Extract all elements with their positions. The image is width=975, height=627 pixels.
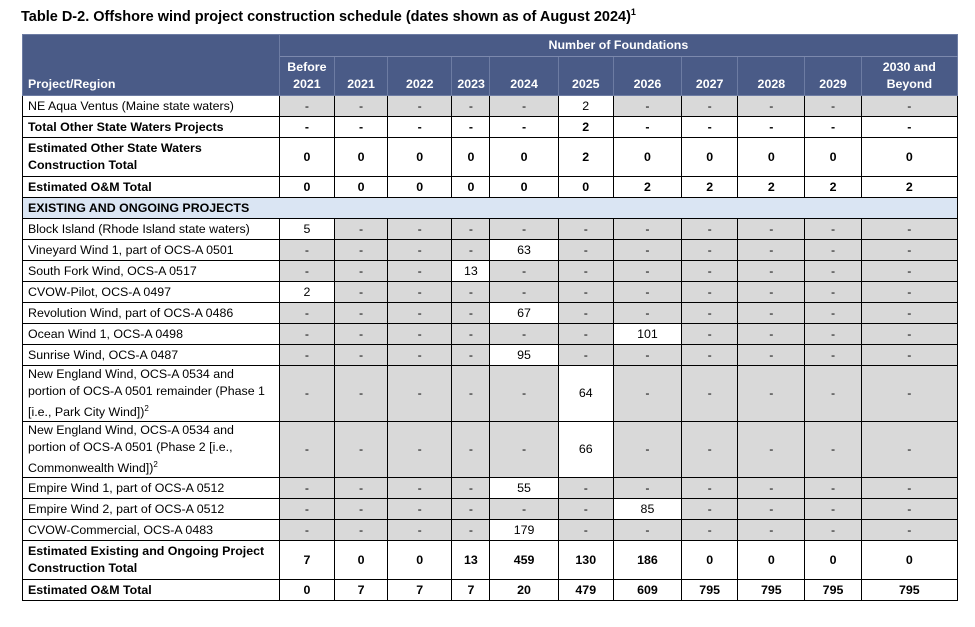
table-row: [23, 478, 958, 499]
row-label: [23, 422, 280, 478]
row-label-text: Estimated O&M Total: [28, 179, 152, 194]
year-header: 2025: [558, 57, 613, 96]
row-label: [23, 324, 280, 345]
value-cell: -: [738, 303, 805, 324]
value-cell: 0: [558, 177, 613, 198]
table-row: [23, 303, 958, 324]
value-cell: 0: [452, 138, 490, 177]
row-label-text: South Fork Wind, OCS-A 0517: [28, 263, 197, 278]
value-cell: 179: [490, 520, 558, 541]
value-cell: -: [279, 499, 334, 520]
value-cell: -: [682, 345, 738, 366]
value-cell: -: [805, 520, 861, 541]
value-cell: -: [452, 282, 490, 303]
row-label: [23, 138, 280, 177]
table-row: [23, 177, 958, 198]
row-label: [23, 177, 280, 198]
value-cell: 2: [613, 177, 681, 198]
table-title: Table D-2. Offshore wind project construction schedule (dates shown as of August 2024)$^1$: [21, 7, 636, 25]
value-cell: -: [805, 345, 861, 366]
row-label-text: CVOW-Pilot, OCS-A 0497: [28, 284, 171, 299]
row-label-text: New England Wind, OCS-A 0534 and portion of OCS-A 0501 (Phase 2 [i.e., Commonwealth Wind]): [28, 423, 234, 476]
row-label: [23, 282, 280, 303]
value-cell: -: [279, 324, 334, 345]
value-cell: -: [388, 240, 452, 261]
row-label-text: Estimated O&M Total: [28, 582, 152, 597]
row-label: [23, 261, 280, 282]
value-cell: -: [558, 282, 613, 303]
value-cell: -: [388, 219, 452, 240]
table-row: [23, 422, 958, 478]
value-cell: 0: [805, 541, 861, 580]
year-header: 2029: [805, 57, 861, 96]
section-header-row: [23, 198, 958, 219]
value-cell: -: [334, 117, 387, 138]
value-cell: -: [334, 422, 387, 478]
value-cell: -: [738, 324, 805, 345]
value-cell: -: [682, 478, 738, 499]
value-cell: -: [682, 219, 738, 240]
value-cell: 0: [334, 541, 387, 580]
value-cell: -: [490, 366, 558, 422]
value-cell: -: [738, 282, 805, 303]
value-cell: -: [334, 520, 387, 541]
row-label-text: Block Island (Rhode Island state waters): [28, 221, 250, 236]
value-cell: -: [490, 499, 558, 520]
table-row: [23, 541, 958, 580]
row-label: [23, 240, 280, 261]
value-cell: 0: [388, 138, 452, 177]
value-cell: -: [452, 422, 490, 478]
value-cell: -: [558, 478, 613, 499]
value-cell: 13: [452, 261, 490, 282]
value-cell: 609: [613, 580, 681, 601]
value-cell: -: [388, 520, 452, 541]
value-cell: 2: [558, 96, 613, 117]
value-cell: -: [613, 117, 681, 138]
value-cell: -: [861, 520, 957, 541]
table-row: [23, 138, 958, 177]
row-label: [23, 580, 280, 601]
value-cell: -: [388, 117, 452, 138]
value-cell: -: [388, 345, 452, 366]
row-label-text: Ocean Wind 1, OCS-A 0498: [28, 326, 183, 341]
value-cell: -: [334, 303, 387, 324]
row-label: [23, 345, 280, 366]
value-cell: -: [738, 422, 805, 478]
value-cell: 2: [279, 282, 334, 303]
year-header: 2024: [490, 57, 558, 96]
row-label-text: CVOW-Commercial, OCS-A 0483: [28, 522, 213, 537]
value-cell: -: [452, 478, 490, 499]
table-row: [23, 240, 958, 261]
value-cell: -: [452, 520, 490, 541]
row-label-text: Empire Wind 2, part of OCS-A 0512: [28, 501, 225, 516]
value-cell: -: [861, 240, 957, 261]
value-cell: -: [738, 345, 805, 366]
value-cell: -: [805, 240, 861, 261]
value-cell: -: [805, 366, 861, 422]
value-cell: -: [490, 117, 558, 138]
row-label-text: Empire Wind 1, part of OCS-A 0512: [28, 480, 225, 495]
value-cell: -: [279, 303, 334, 324]
value-cell: 101: [613, 324, 681, 345]
value-cell: -: [558, 324, 613, 345]
row-label-text: Estimated Existing and Ongoing Project Construction Total: [28, 544, 265, 576]
value-cell: -: [738, 96, 805, 117]
year-header: 2022: [388, 57, 452, 96]
value-cell: 0: [388, 541, 452, 580]
value-cell: 2: [861, 177, 957, 198]
value-cell: -: [682, 303, 738, 324]
value-cell: -: [805, 219, 861, 240]
value-cell: 2: [805, 177, 861, 198]
value-cell: -: [452, 240, 490, 261]
value-cell: 7: [279, 541, 334, 580]
value-cell: -: [334, 282, 387, 303]
row-label: [23, 520, 280, 541]
value-cell: -: [682, 96, 738, 117]
value-cell: 130: [558, 541, 613, 580]
value-cell: -: [388, 478, 452, 499]
value-cell: -: [388, 282, 452, 303]
value-cell: -: [805, 261, 861, 282]
value-cell: 795: [861, 580, 957, 601]
row-label: [23, 96, 280, 117]
section-label: EXISTING AND ONGOING PROJECTS: [23, 198, 958, 219]
value-cell: -: [452, 303, 490, 324]
value-cell: -: [334, 478, 387, 499]
table-row: [23, 219, 958, 240]
value-cell: -: [805, 499, 861, 520]
value-cell: -: [805, 324, 861, 345]
value-cell: -: [805, 422, 861, 478]
value-cell: 0: [738, 541, 805, 580]
value-cell: -: [388, 261, 452, 282]
value-cell: -: [558, 499, 613, 520]
value-cell: -: [558, 261, 613, 282]
value-cell: -: [334, 96, 387, 117]
value-cell: -: [738, 261, 805, 282]
value-cell: -: [613, 261, 681, 282]
value-cell: -: [682, 324, 738, 345]
value-cell: -: [452, 117, 490, 138]
value-cell: 0: [805, 138, 861, 177]
table-row: [23, 261, 958, 282]
value-cell: 0: [334, 138, 387, 177]
value-cell: 479: [558, 580, 613, 601]
year-header: 2028: [738, 57, 805, 96]
value-cell: 0: [613, 138, 681, 177]
row-label-text: Estimated Other State Waters Construction Total: [28, 141, 202, 172]
value-cell: -: [279, 366, 334, 422]
value-cell: -: [738, 499, 805, 520]
value-cell: 459: [490, 541, 558, 580]
value-cell: -: [738, 478, 805, 499]
value-cell: 13: [452, 541, 490, 580]
value-cell: -: [490, 219, 558, 240]
value-cell: -: [613, 366, 681, 422]
value-cell: 0: [861, 138, 957, 177]
title-footnote: 1: [630, 7, 636, 17]
value-cell: -: [558, 303, 613, 324]
value-cell: -: [613, 520, 681, 541]
value-cell: 0: [388, 177, 452, 198]
value-cell: 0: [738, 138, 805, 177]
value-cell: 2: [738, 177, 805, 198]
value-cell: 2: [682, 177, 738, 198]
value-cell: -: [682, 282, 738, 303]
row-label: [23, 541, 280, 580]
value-cell: 66: [558, 422, 613, 478]
value-cell: -: [738, 366, 805, 422]
value-cell: 0: [279, 177, 334, 198]
value-cell: -: [452, 366, 490, 422]
value-cell: -: [613, 219, 681, 240]
value-cell: 2: [558, 117, 613, 138]
value-cell: 7: [334, 580, 387, 601]
value-cell: -: [279, 117, 334, 138]
row-label-text: Sunrise Wind, OCS-A 0487: [28, 347, 179, 362]
value-cell: -: [452, 324, 490, 345]
value-cell: -: [861, 345, 957, 366]
year-header: Before 2021: [279, 57, 334, 96]
value-cell: -: [279, 478, 334, 499]
value-cell: -: [452, 345, 490, 366]
value-cell: 795: [738, 580, 805, 601]
value-cell: -: [279, 422, 334, 478]
table-row: [23, 499, 958, 520]
value-cell: -: [682, 240, 738, 261]
value-cell: 67: [490, 303, 558, 324]
value-cell: -: [279, 261, 334, 282]
table-row: [23, 520, 958, 541]
value-cell: -: [334, 499, 387, 520]
value-cell: -: [388, 366, 452, 422]
value-cell: -: [279, 96, 334, 117]
value-cell: 63: [490, 240, 558, 261]
row-label-text: Total Other State Waters Projects: [28, 119, 224, 134]
value-cell: -: [388, 499, 452, 520]
value-cell: -: [861, 282, 957, 303]
year-header: 2021: [334, 57, 387, 96]
value-cell: -: [490, 422, 558, 478]
value-cell: -: [738, 219, 805, 240]
value-cell: 7: [452, 580, 490, 601]
value-cell: -: [558, 520, 613, 541]
value-cell: -: [682, 520, 738, 541]
value-cell: -: [334, 219, 387, 240]
value-cell: -: [861, 117, 957, 138]
value-cell: -: [334, 324, 387, 345]
value-cell: -: [334, 261, 387, 282]
table-row: [23, 117, 958, 138]
value-cell: 0: [334, 177, 387, 198]
table-body: [23, 96, 958, 601]
value-cell: -: [682, 261, 738, 282]
value-cell: -: [805, 478, 861, 499]
value-cell: -: [490, 282, 558, 303]
value-cell: 0: [682, 541, 738, 580]
value-cell: -: [334, 366, 387, 422]
table-row: [23, 580, 958, 601]
value-cell: -: [452, 499, 490, 520]
value-cell: -: [388, 96, 452, 117]
value-cell: -: [805, 96, 861, 117]
value-cell: -: [682, 499, 738, 520]
value-cell: -: [334, 240, 387, 261]
row-label: [23, 478, 280, 499]
value-cell: -: [490, 96, 558, 117]
value-cell: -: [558, 345, 613, 366]
value-cell: -: [805, 117, 861, 138]
row-label-text: Vineyard Wind 1, part of OCS-A 0501: [28, 242, 234, 257]
value-cell: 0: [490, 138, 558, 177]
row-label-text: NE Aqua Ventus (Maine state waters): [28, 98, 234, 113]
value-cell: -: [452, 96, 490, 117]
value-cell: -: [613, 478, 681, 499]
value-cell: 5: [279, 219, 334, 240]
year-header: 2030 and Beyond: [861, 57, 957, 96]
row-footnote: 2: [153, 460, 158, 470]
value-cell: -: [279, 345, 334, 366]
value-cell: -: [558, 240, 613, 261]
row-label: [23, 303, 280, 324]
value-cell: -: [861, 366, 957, 422]
value-cell: 55: [490, 478, 558, 499]
value-cell: -: [334, 345, 387, 366]
construction-schedule-table: [22, 34, 958, 601]
row-label-text: Revolution Wind, part of OCS-A 0486: [28, 305, 234, 320]
value-cell: -: [388, 324, 452, 345]
value-cell: 0: [861, 541, 957, 580]
value-cell: -: [738, 520, 805, 541]
value-cell: 0: [490, 177, 558, 198]
value-cell: -: [613, 96, 681, 117]
value-cell: 795: [805, 580, 861, 601]
value-cell: -: [388, 303, 452, 324]
value-cell: -: [490, 261, 558, 282]
value-cell: 795: [682, 580, 738, 601]
table-row: [23, 366, 958, 422]
value-cell: 7: [388, 580, 452, 601]
value-cell: 95: [490, 345, 558, 366]
value-cell: -: [861, 96, 957, 117]
value-cell: -: [613, 303, 681, 324]
value-cell: -: [613, 240, 681, 261]
header-blank: [23, 35, 280, 57]
value-cell: -: [682, 117, 738, 138]
value-cell: -: [452, 219, 490, 240]
year-header: 2027: [682, 57, 738, 96]
row-label: [23, 219, 280, 240]
row-label: [23, 499, 280, 520]
year-header: 2023: [452, 57, 490, 96]
value-cell: 2: [558, 138, 613, 177]
table-row: [23, 96, 958, 117]
value-cell: -: [861, 499, 957, 520]
value-cell: -: [682, 366, 738, 422]
value-cell: -: [738, 240, 805, 261]
value-cell: -: [613, 282, 681, 303]
value-cell: 0: [279, 580, 334, 601]
value-cell: 64: [558, 366, 613, 422]
value-cell: 0: [682, 138, 738, 177]
project-region-header: Project/Region: [23, 57, 280, 96]
value-cell: -: [279, 240, 334, 261]
table-row: [23, 282, 958, 303]
value-cell: -: [388, 422, 452, 478]
value-cell: -: [490, 324, 558, 345]
row-footnote: 2: [144, 404, 149, 413]
value-cell: -: [805, 282, 861, 303]
value-cell: -: [682, 422, 738, 478]
value-cell: -: [861, 219, 957, 240]
value-cell: -: [558, 219, 613, 240]
value-cell: -: [613, 345, 681, 366]
row-label: [23, 366, 280, 422]
value-cell: -: [861, 324, 957, 345]
value-cell: 0: [452, 177, 490, 198]
table-row: [23, 324, 958, 345]
table-row: [23, 345, 958, 366]
row-label-text: New England Wind, OCS-A 0534 and portion of OCS-A 0501 remainder (Phase 1 [i.e., Park City Wind]): [28, 367, 265, 420]
value-cell: -: [861, 478, 957, 499]
value-cell: -: [738, 117, 805, 138]
value-cell: 85: [613, 499, 681, 520]
value-cell: -: [613, 422, 681, 478]
value-cell: -: [861, 261, 957, 282]
value-cell: -: [861, 303, 957, 324]
value-cell: -: [805, 303, 861, 324]
value-cell: -: [861, 422, 957, 478]
value-cell: 186: [613, 541, 681, 580]
value-cell: 20: [490, 580, 558, 601]
value-cell: -: [279, 520, 334, 541]
year-header: 2026: [613, 57, 681, 96]
value-cell: 0: [279, 138, 334, 177]
number-of-foundations-header: Number of Foundations: [279, 35, 957, 57]
row-label: [23, 117, 280, 138]
